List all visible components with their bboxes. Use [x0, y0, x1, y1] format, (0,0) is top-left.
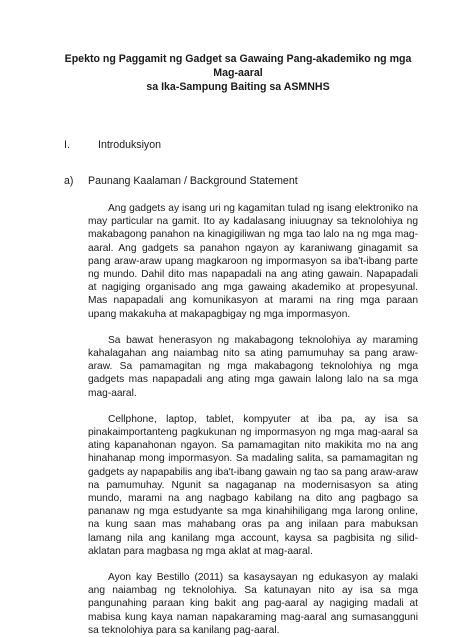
title-line-1: Epekto ng Paggamit ng Gadget sa Gawaing Pang-akademiko ng mga Mag-aaral: [64, 53, 412, 79]
paragraph: Sa bawat henerasyon ng makabagong teknolohiya ay maraming kahalagahan ang naiambag nito sa ating pamumuhay sa pang araw-araw. Sa pamamagitan ng mga makabagong teknolohiya ng mga gadgets mas napapadali ang ating mga gawain lalong lalo na sa mga mag-aaral.: [88, 334, 418, 399]
paragraph: Cellphone, laptop, tablet, kompyuter at iba pa, ay isa sa pinakaimportanteng pagkukunan ng impormasyon ng mga mag-aaral sa ating kapanahonan ngayon. Sa pamamagitan nito makikita mo na ang hinahanap mong impormasyon. Sa madaling salita, sa pamamagitan ng gadgets ay napapabilis ang iba't-ibang gawain ng tao sa pang araw-araw na pamumuhay. Ngunit sa nagaganap na modernisasyon sa ating mundo, marami na ang nagbago kabilang na dito ang pagbago sa pananaw ng mga estudyante sa mga kinahihiligang mga larong online, na kung saan mas mahabang oras pa ang inilaan para mabuksan lamang nila ang kanilang mga account, kaysa sa pagbisita ng silid-aklatan para magbasa ng mga aklat at mag-aaral.: [88, 413, 418, 557]
subsection-heading: [64, 174, 418, 188]
paragraph: Ayon kay Bestillo (2011) sa kasaysayan ng edukasyon ay malaki ang naiambag ng teknolohiya. Sa katunayan nito ay isa sa mga pangunahing paraan king bakit ang pag-aaral ay nagiging madali at mabisa kung kaya naman napakaraming mag-aaral ang sumasangguni sa teknolohiya para sa kanilang pag-aaral.: [88, 572, 418, 636]
section-title: Introduksiyon: [98, 139, 162, 151]
document-title: [58, 52, 418, 94]
subsection-title: Paunang Kaalaman / Background Statement: [88, 175, 298, 187]
title-line-2: sa Ika-Sampung Baiting sa ASMNHS: [146, 81, 330, 93]
paragraph: Ang gadgets ay isang uri ng kagamitan tulad ng isang elektroniko na may particular na gamit. Ito ay kadalasang iniuugnay sa teknolohiya ng makabagong panahon na kinagigiliwan ng mga tao lalo na ng mga mag-aaral. Ang gadgets sa panahon ngayon ay karaniwang ginagamit sa pang araw-araw upang magkaroon ng impormasyon sa iba't-ibang parte ng mundo. Dahil dito mas napapadali na ang ating gawain. Napapadali at nagiging organisado ang mga gawaing akademiko at propesyunal. Mas napapadali ang komunikasyon at marami na ring mga paraan upang makakuha at makapagbigay ng mga impormasyon.: [88, 203, 418, 320]
subsection-letter: a): [64, 175, 74, 187]
section-heading: [64, 138, 418, 152]
section-number: I.: [64, 139, 70, 151]
